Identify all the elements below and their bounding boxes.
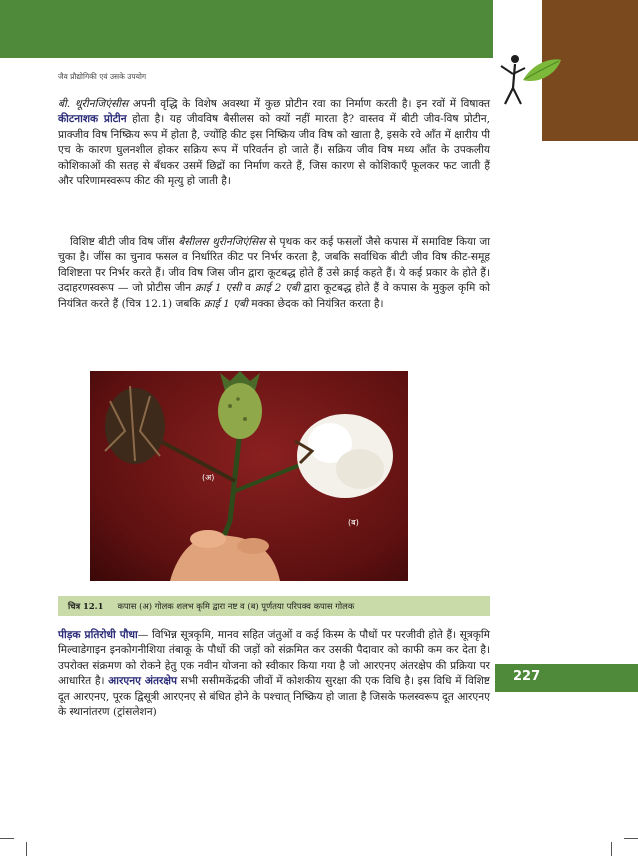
figure-caption-text: कपास (अ) गोलक शलभ कृमि द्वारा नष्ट व (ब) पूर्णतया परिपक्व कपास गोलक xyxy=(117,600,355,611)
crop-mark xyxy=(624,838,638,839)
paragraph-3: पीड़क प्रतिरोधी पौधा— विभिन्न सूत्रकृमि, मानव सहित जंतुओं व कई किस्म के पौधों पर परजीवी होते हैं। सूत्रकृमि मिल्वाडेगाइन इनकोगनीशिया तंबाकू के पौधों की जड़ों को संक्रमित कर उसकी पैदावार को काफी कम कर देता है। उपरोक्त संक्रमण को रोकने हेतु एक नवीन योजना को स्वीकार किया गया है जो आरएनए अंतरक्षेप की प्रक्रिया पर आधारित है। आरएनए अंतरक्षेप सभी ससीमकेंद्रकी जीवों में कोशकीय सुरक्षा की एक विधि है। इस विधि में विशिष्ट दूत आरएनए, पूरक द्विसूत्री आरएनए से बंधित होने के पश्चात् निष्क्रिय हो जाता है जिसके फलस्वरूप दूत आरएनए के स्थानांतरण (ट्रांसलेशन) xyxy=(58,629,490,719)
figure-label-a: (अ) xyxy=(202,473,215,482)
figure-number: चित्र 12.1 xyxy=(68,600,104,611)
green-boll xyxy=(218,371,262,439)
page-number-box xyxy=(495,664,638,692)
paragraph-2: विशिष्ट बीटी जीव विष जींस बैसीलस थुरीनजिएंसिस से पृथक कर कई फसलों जैसे कपास में समाविष्ट किया जा चुका है। जींस का चुनाव फसल व निर्धारित कीट पर निर्भर करता है, जबकि सर्वाधिक बीटी जीव विष कीट-समूह विशिष्टता पर निर्भर करते हैं। जीव विष जिस जीन द्वारा कूटबद्ध होते हैं उसे क्राई कहते हैं। ये कई प्रकार के होते हैं। उदाहरणस्वरूप — जो प्रोटीस जीन क्राई 1 एसी व क्राई 2 एबी द्वारा कूटबद्ध होते हैं वे कपास के मुकुल कृमि को नियंत्रित करते हैं (चित्र 12.1) जबकि क्राई 1 एबी मक्का छेदक को नियंत्रित करता है। xyxy=(58,236,491,310)
figure-label-b: (ब) xyxy=(348,518,359,527)
damaged-boll xyxy=(105,386,165,464)
figure-caption xyxy=(58,596,490,616)
crop-mark xyxy=(611,842,612,856)
hand xyxy=(170,530,280,581)
running-head: जैव प्रौद्योगिकी एवं उसके उपयोग xyxy=(58,72,147,81)
header-band xyxy=(0,0,493,58)
leaf-figure-logo xyxy=(495,50,563,108)
page-number: 227 xyxy=(513,669,541,684)
highlight-insecticidal-protein: कीटनाशक प्रोटीन xyxy=(58,113,127,126)
crop-mark xyxy=(26,842,27,856)
heading-pest-resistant-plant: पीड़क प्रतिरोधी पौधा xyxy=(58,629,138,641)
mature-cotton-boll xyxy=(295,414,393,498)
crop-mark xyxy=(0,838,14,839)
cotton-boll-photo xyxy=(90,371,408,581)
paragraph-1: बी. थूरीनजिएंसीस अपनी वृद्धि के विशेष अवस्था में कुछ प्रोटीन रवा का निर्माण करती है। इन रवों में विषाक्त कीटनाशक प्रोटीन होता है। यह जीवविष बैसीलस को क्यों नहीं मारता है? वास्तव में बीटी जीव-विष प्रोटीन, प्राक्जीव विष निष्क्रिय रूप में होता है, ज्योंहि कीट इस निष्क्रिय जीव विष को खाता है, इसके रवे आँत में क्षारीय पी एच के कारण घुलनशील होकर सक्रिय रूप में परिवर्तन हो जाते हैं। सक्रिय जीव विष मध्य आँत के उपकलीय कोशिकाओं की सतह से बँधकर उसमें छिद्रों का निर्माण करते हैं, जिस कारण से कोशिकाएँ फूलकर फट जाती हैं और परिणामस्वरूप कीट की मृत्यु हो जाती है। xyxy=(58,98,490,188)
term-bt: बी. थूरीनजिएंसीस xyxy=(58,98,129,110)
highlight-rna-interference: आरएनए अंतरक्षेप xyxy=(108,675,177,688)
